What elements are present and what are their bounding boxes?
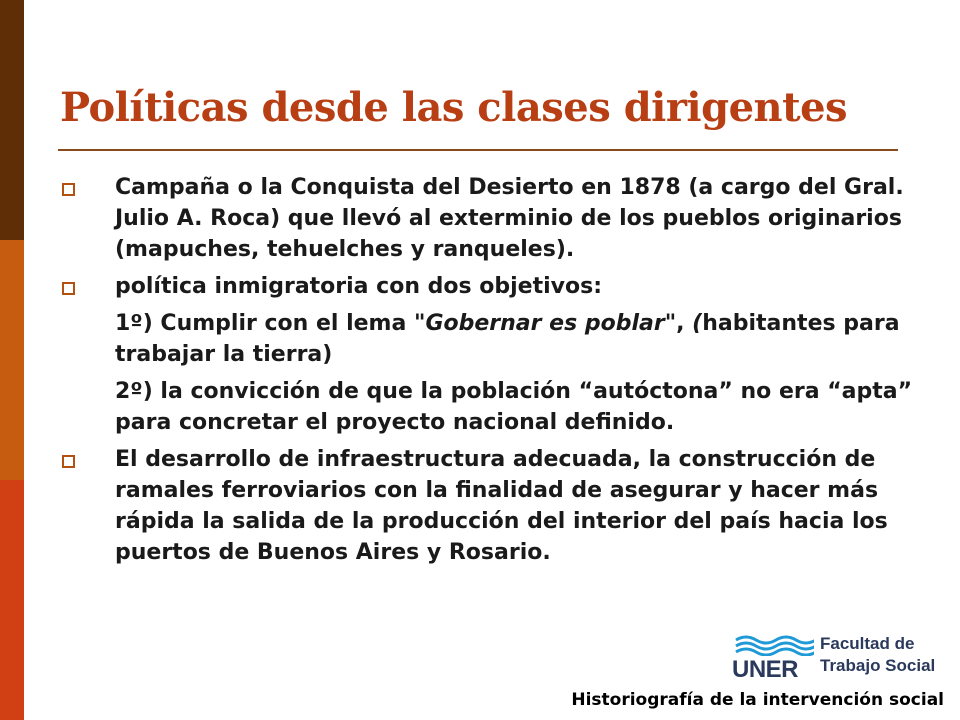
wave-logo-icon xyxy=(734,634,814,656)
footer-caption: Historiografía de la intervención social xyxy=(571,690,944,710)
logo-line-2: Trabajo Social xyxy=(820,656,936,675)
slide-title: Políticas desde las clases dirigentes xyxy=(60,84,848,131)
sub-item-2 xyxy=(60,376,920,438)
square-bullet-icon xyxy=(62,282,75,295)
square-bullet-icon xyxy=(62,183,75,196)
sub-item-prefix: 1º) Cumplir con el lema " xyxy=(115,311,426,336)
sidebar-segment-middle xyxy=(0,240,24,480)
bullet-text: El desarrollo de infraestructura adecuada, la construcción de ramales ferroviarios con la finalidad de asegurar y hacer más rápida la salida de la producción del interior del país hacia los puertos de Buenos Aires y Rosario. xyxy=(115,447,888,565)
bullet-item xyxy=(60,172,920,265)
sidebar-segment-top xyxy=(0,0,24,240)
sub-item-emphasis: Gobernar es poblar xyxy=(425,311,665,336)
sub-item-1 xyxy=(60,308,920,370)
bullet-text: política inmigratoria con dos objetivos: xyxy=(115,274,603,299)
title-divider xyxy=(58,149,898,151)
sub-item-middle: ", xyxy=(664,311,693,336)
sub-item-emphasis-paren: ( xyxy=(692,311,703,336)
bullet-item xyxy=(60,271,920,302)
sidebar-decoration xyxy=(0,0,24,720)
bullet-item xyxy=(60,444,920,568)
faculty-logo xyxy=(732,632,942,684)
sub-item-text: 2º) la convicción de que la población “autóctona” no era “apta” para concretar el proyecto nacional definido. xyxy=(115,379,913,435)
slide-content xyxy=(60,172,920,574)
logo-line-1: Facultad de xyxy=(820,634,915,653)
sub-item-suffix: habitantes para trabajar la tierra) xyxy=(115,311,900,367)
bullet-text: Campaña o la Conquista del Desierto en 1878 (a cargo del Gral. Julio A. Roca) que llevó al exterminio de los pueblos originarios (mapuches, tehuelches y ranqueles). xyxy=(115,175,904,262)
square-bullet-icon xyxy=(62,455,75,468)
logo-wordmark: UNER xyxy=(732,656,799,683)
sidebar-segment-bottom xyxy=(0,480,24,720)
